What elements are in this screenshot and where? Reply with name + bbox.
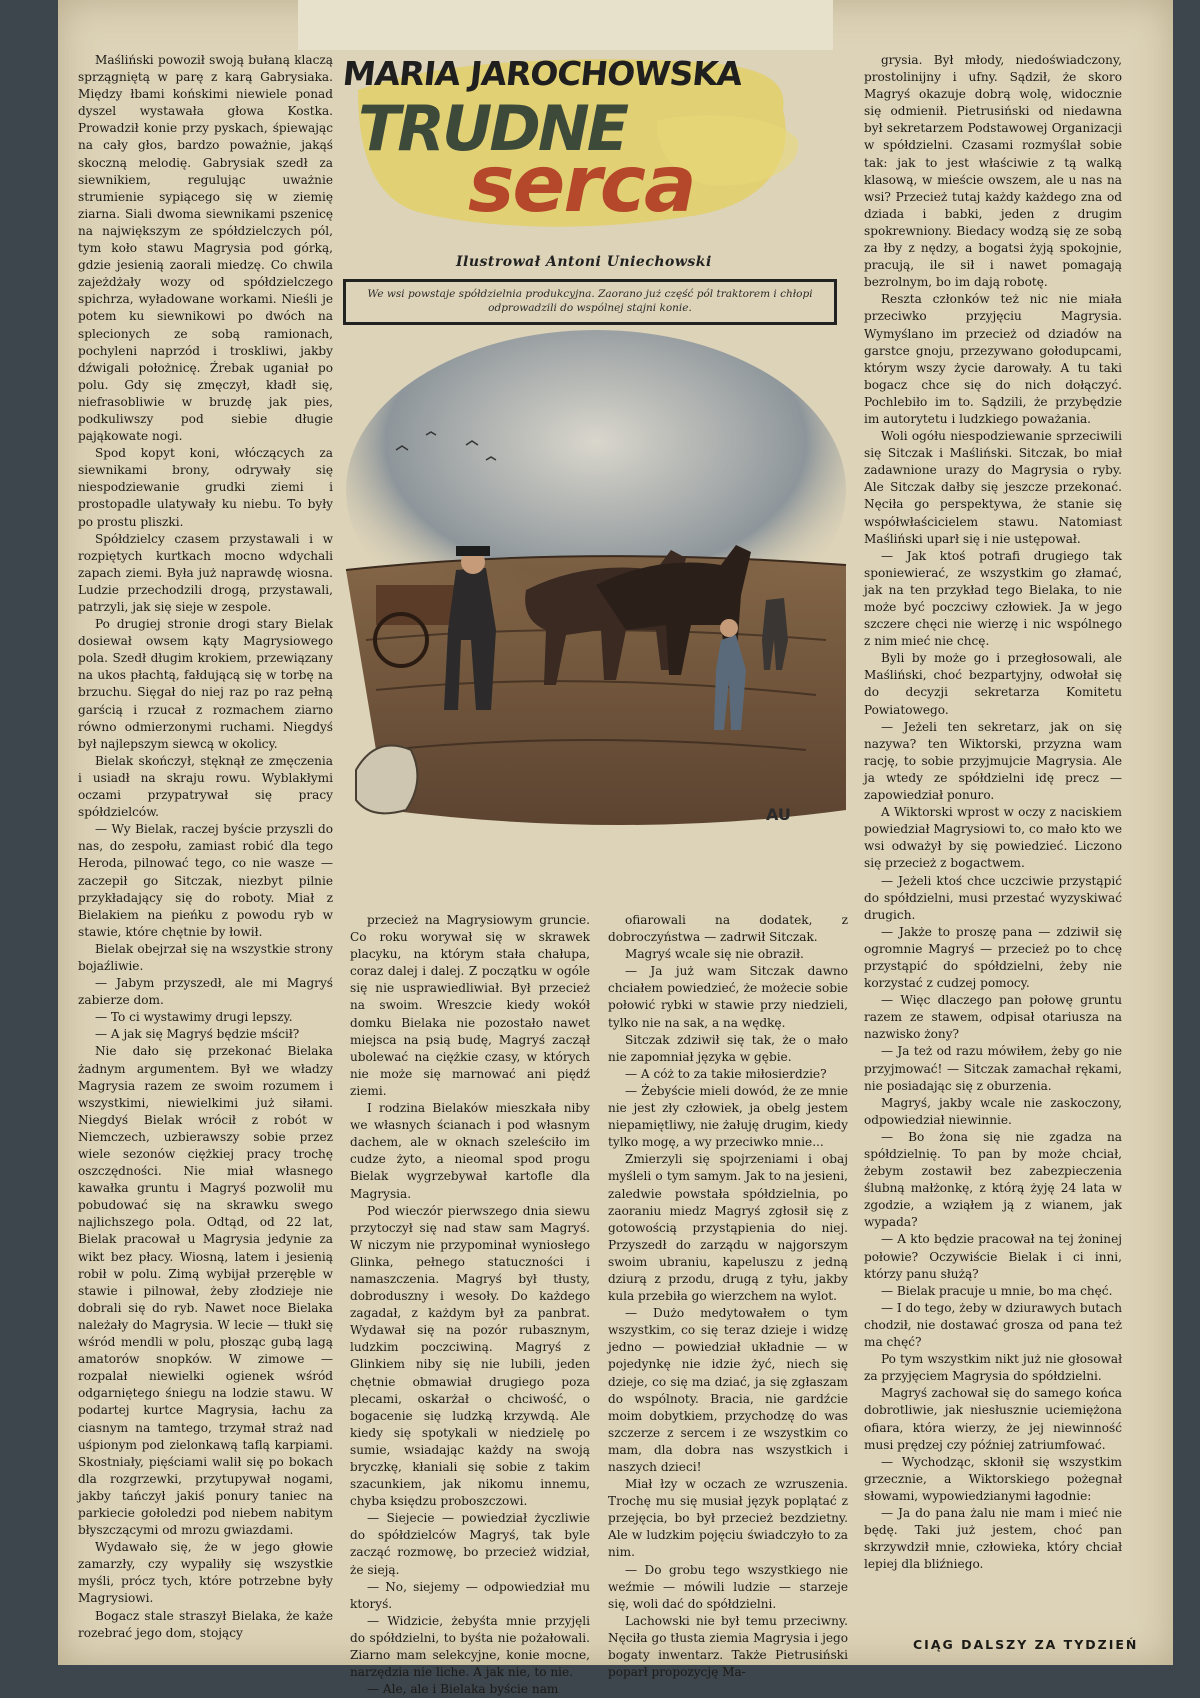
paragraph: — To ci wystawimy drugi lepszy. (94, 1010, 293, 1025)
paragraph: Bogacz stale straszył Bielaka, że każe rozebrać jego dom, stojący (78, 1608, 333, 1640)
illustrator-credit: Ilustrował Antoni Uniechowski (456, 254, 712, 270)
paragraph: Nie dało się przekonać Bielaka żadnym argumentem. Był we władzy Magrysia razem ze swoim rozumem i wszystkimi, niewielkimi już siłami. Niegdyś Bielak wrócił z robót w Niemczech, uzbierawszy sobie przez wiele sezonów ciężkiej pracy trochę oszczędności. Nie miał własnego kawałka gruntu i Magryś pozwolił mu pobudować się na skrawku swego najlichszego pola. Odtąd, od 22 lat, Bielak pracował u Magrysia jedynie za wikt bez płacy. Wiosną, latem i jesienią robił w polu. Zimą wybijał przeręble w stawie i pilnował, żeby złodzieje nie dobrali się do ryb. Nawet noce Bielaka należały do Magrysia. W lecie — tłukł się wśród mendli w polu, płosząc gubą lagą amatorów snopków. W zimowe — rozpalał niewielki ogienek wśród odgarniętego śniegu na lodzie stawu. W podartej kurtce Magrysia, łachu za ciasnym na tamtego, trzymał straż nad uśpionym pod zielonkawą taflą karpiami. Skostniały, pięściami walił się po bokach dla rozgrzewki, przytupywał nogami, jakby tańczył jakiś ponury taniec na parkiecie gołoledzi pod niebem nabitym błyszczącymi od mrozu gwiazdami. (78, 1044, 333, 1538)
newspaper-page (58, 0, 1173, 1697)
paragraph: — Ja do pana żalu nie mam i mieć nie będę. Taki już jestem, choć pan skrzywdził mnie, człowieka, który chciał lepiej dla bliźniego. (864, 1505, 1122, 1572)
paragraph: — Ja już wam Sitczak dawno chciałem powiedzieć, że możecie sobie połowić rybki w stawie przy niedzieli, tylko nie na sak, a na wędkę. (608, 964, 848, 1030)
paragraph: Po drugiej stronie drogi stary Bielak dosiewał owsem kąty Magrysiowego pola. Szedł długim krokiem, przewiązany na ukos płachtą, fałdującą się w torbę na brzuchu. Sięgał do niej raz po raz pełną garścią i rzucał z rozmachem ziarno równo odmierzonymi ruchami. Niegdyś był najlepszym siewcą w okolicy. (78, 617, 333, 751)
paragraph: Maśliński powoził swoją bułaną klaczą sprzągniętą w parę z karą Gabrysiaka. Między łbami końskimi niewiele ponad dyszel wystawała głowa Kostka. Prowadził konie przy pyskach, śpiewając na cały głos, bardzo poważnie, jakąś skoczną melodię. Gabrysiak szedł za siewnikiem, regulując uważnie strumienie sypiącego się w ziemię ziarna. Siali dwoma siewnikami pszenicę na największym ze spółdzielczych pól, tym koło stawu Magrysia pod górką, gdzie jesienią zaorali miedzę. Co chwila zajeżdżały wozy od spółdzielczego spichrza, wyładowane workami. Nieśli je potem ku siewnikowi po dwóch na splecionych ze sobą ramionach, pochyleni naprzód i troskliwi, jakby dźwigali położnicę. Źrebak uganiał po polu. Gdy się zmęczył, kładł się, niefrasobliwie w bruzdę jak pies, podkuliwszy pod siebie długie pająkowate nogi. (78, 53, 333, 444)
paragraph: — Ja też od razu mówiłem, żeby go nie przyjmować! — Sitczak zamachał rękami, nie posiadając się z oburzenia. (864, 1044, 1122, 1093)
paragraph: Wydawało się, że w jego głowie zamarzły, czy wypaliły się wszystkie myśli, prócz tych, które potrzebne były Magrysiowi. (78, 1540, 333, 1606)
paragraph: — Wy Bielak, raczej byście przyszli do nas, do zespołu, zamiast robić dla tego Heroda, pilnować tego, co nie wasze — zaczepił go Sitczak, niezbyt pilnie przykładający się do roboty. Miał z Bielakiem na pieńku z powodu ryb w stawie, które chętnie by łowił. (78, 822, 333, 939)
paragraph: I rodzina Bielaków mieszkała niby we własnych ścianach i pod własnym dachem, ale w oknach szeleściło im cudze żyto, a nieomal spod progu Bielak wygrzebywał kartofle dla Magrysia. (350, 1101, 590, 1201)
paragraph: Sitczak zdziwił się tak, że o mało nie zapomniał języka w gębie. (608, 1032, 848, 1064)
author-name: MARIA JAROCHOWSKA (340, 54, 744, 93)
paragraph: Po tym wszystkim nikt już nie głosował za przyjęciem Magrysia do spółdzielni. (864, 1352, 1122, 1384)
paragraph: — Dużo medytowałem o tym wszystkim, co się teraz dzieje i widzę jedno — powiedział układnie — w pojedynkę nie idzie żyć, niech się dzieje, co się ma dziać, ja się zgłaszam do wspólnoty. Bracia, nie gardźcie moim dobytkiem, przychodzę do was szczerze z sercem i ze wszystkim co mam, dla dobra nas wszystkich i naszych dzieci! (608, 1306, 848, 1474)
paragraph: A Wiktorski wprost w oczy z naciskiem powiedział Magrysiowi to, co mało kto we wsi odważył by się powiedzieć. Liczono się przecież z bogactwem. (864, 805, 1122, 871)
paragraph: — Więc dlaczego pan połowę gruntu razem ze stawem, odpisał otariusza na nazwisko żony? (864, 993, 1122, 1042)
paragraph: — Jabym przyszedł, ale mi Magryś zabierze dom. (78, 976, 333, 1008)
paragraph: — Do grobu tego wszystkiego nie weźmie — mówili ludzie — starzeje się, woli dać do spółdzielni. (608, 1562, 848, 1611)
paragraph: — A jak się Magryś będzie mścił? (94, 1027, 300, 1042)
paragraph: Spółdzielcy czasem przystawali i w rozpiętych kurtkach mocno wdychali zapach ziemi. Była już naprawdę wiosna. Ludzie przechodzili drogą, przystawali, patrzyli, jak się sieje w zespole. (78, 531, 333, 614)
lead-box: We wsi powstaje spółdzielnia produkcyjna. Zaorano już część pól traktorem i chłopi odprowadzili do wspólnej stajni konie. (343, 279, 837, 325)
paragraph: Woli ogółu niespodziewanie sprzeciwili się Sitczak i Maśliński. Sitczak, bo miał zadawnione urazy do Magrysia o ryby. Ale Sitczak dałby się jeszcze przekonać. Nęciła go perspektywa, że stanie się współwłaścicielem stawu. Natomiast Maśliński uparł się i nie ustępował. (864, 429, 1122, 546)
continued-next-week: CIĄG DALSZY ZA TYDZIEŃ (913, 1637, 1139, 1652)
paragraph: ofiarowali na dodatek, z dobroczyństwa — zadrwił Sitczak. (608, 913, 848, 945)
paragraph: Zmierzyli się spojrzeniami i obaj myśleli o tym samym. Jak to na jesieni, zaledwie powstała spółdzielnia, po zaoraniu miedz Magryś zgłosił się z gotowością przystąpienia do niej. Przyszedł do zarządu w najgorszym swoim ubraniu, kapeluszu z jedną dziurą z przodu, drugą z tyłu, jakby kula przebiła go wierzchem na wylot. (608, 1152, 848, 1304)
paragraph: — Jeżeli ktoś chce uczciwie przystąpić do spółdzielni, musi przestać wyzyskiwać drugich. (864, 873, 1122, 922)
paragraph: Spod kopyt koni, włóczących za siewnikami brony, odrywały się niespodziewanie grudki ziemi i prostopadle ulatywały ku niebu. To były po prostu pliszki. (78, 446, 333, 529)
paragraph: — Żebyście mieli dowód, że ze mnie nie jest zły człowiek, ja obelg jestem niepamiętliwy, nie żałuję drugim, kiedy tylko mogę, a wy przeciwko mnie... (608, 1083, 848, 1150)
paragraph: — Bielak pracuje u mnie, bo ma chęć. (880, 1283, 1113, 1298)
story-title-line1: TRUDNE (358, 92, 627, 165)
story-title-line2: serca (468, 140, 695, 230)
paragraph: — Jakże to proszę pana — zdziwił się ogromnie Magryś — przecież po to chcę przystąpić do spółdzielni, żeby nie korzystać z cudzej pomocy. (864, 924, 1122, 991)
paragraph: — Siejecie — powiedział życzliwie do spółdzielców Magryś, tak byle zacząć rozmowę, bo przecież widział, że sieją. (350, 1511, 590, 1577)
paragraph: Magryś wcale się nie obraził. (624, 947, 804, 962)
paragraph: Reszta członków też nic nie miała przeciwko przyjęciu Magrysia. Wymyślano im przecież od dziadów na garstce gnoju, przezywano gołodupcami, którym wszy życie darowały. A tu taki bogacz chce się do nich dołączyć. Pochlebiło im to. Sądzili, że przybędzie im autorytetu i ludzkiego poważania. (864, 292, 1122, 426)
paragraph: — A kto będzie pracował na tej żoninej połowie? Oczywiście Bielak i ci inni, którzy panu służą? (864, 1232, 1122, 1281)
article-column-2 (350, 912, 590, 1697)
paragraph: — I do tego, żeby w dziurawych butach chodził, nie dostawać grosza od pana też ma chęć? (864, 1300, 1122, 1350)
paragraph: Magryś, jakby wcale nie zaskoczony, odpowiedział niewinnie. (864, 1095, 1122, 1127)
paragraph: Byli by może go i przegłosowali, ale Maśliński, choć bezpartyjny, odwołał się do decyzji sekretarza Komitetu Powiatowego. (864, 651, 1122, 717)
paragraph: Bielak obejrzał się na wszystkie strony bojaźliwie. (78, 941, 333, 973)
paragraph: Bielak skończył, stęknął ze zmęczenia i usiadł na skraju rowu. Wyblakłymi oczami przypatrywał się pracy spółdzielców. (78, 753, 333, 820)
paragraph: — Jak ktoś potrafi drugiego tak sponiewierać, ze wszystkim go złamać, jak na ten przykład tego Bielaka, to nie może być poczciwy człowiek. Ja w jego szczere chęci nie wierzę i nic wspólnego z nim mieć nie chcę. (864, 548, 1122, 649)
ploughing-illustration (326, 340, 846, 900)
paragraph: — A cóż to za takie miłosierdzie? (624, 1066, 827, 1081)
article-column-1 (78, 52, 333, 1652)
paragraph: przecież na Magrysiowym gruncie. Co roku worywał się w skrawek placyku, na którym stała chałupa, coraz dalej i dalej. Z początku w ogóle się nie usprawiedliwiał. Był przecież na swoim. Wreszcie kiedy wokół domku Bielaka nie pozostało nawet miejsca na psią budę, Magryś zaczął ubolewać na ciężkie czasy, w których nie może się marnować ani piędź ziemi. (350, 913, 590, 1098)
paragraph: Magryś zachował się do samego końca dobrotliwie, jak niesłusznie uciemiężona ofiara, która wierzy, że jej niewinność musi prędzej czy później zatriumfować. (864, 1386, 1122, 1452)
paragraph: — Wychodząc, skłonił się wszystkim grzecznie, a Wiktorskiego pożegnał słowami, wypowiedzianymi łagodnie: (864, 1454, 1122, 1503)
paragraph: grysia. Był młody, niedoświadczony, prostolinijny i ufny. Sądził, że skoro Magryś okazuje dobrą wolę, widocznie się odmienił. Pietrusiński od niedawna był sekretarzem Podstawowej Organizacji w spółdzielni. Czasami rozmyślał sobie tak: jak to jest właściwie z tą walką klasową, w mieście owszem, ale u nas na wsi? Przecież tutaj każdy każdego zna od dziada i babki, jeden z drugim spokrewniony. Biedacy wodzą się ze sobą za łby z nędzy, a bogatsi żyją spokojnie, pracują, ile sił i nawet pomagają bezrolnym, bo im dają robotę. (864, 53, 1122, 290)
paragraph: Miał łzy w oczach ze wzruszenia. Trochę mu się musiał język poplątać z przejęcia, bo był przecież bezdzietny. Ale w ludzkim pojęciu świadczyło to za nim. (608, 1477, 848, 1560)
paragraph: — Jeżeli ten sekretarz, jak on się nazywa? ten Wiktorski, przyzna wam rację, to sobie przyjmujcie Magrysia. Ale ja wtedy ze spółdzielni idę precz — zapowiedział ponuro. (864, 719, 1122, 803)
illustrator-signature: AU (766, 805, 791, 824)
article-column-4 (864, 52, 1122, 1637)
paragraph: — No, siejemy — odpowiedział mu ktoryś. (350, 1579, 590, 1611)
article-column-3 (608, 912, 848, 1680)
paragraph: Lachowski nie był temu przeciwny. Nęciła go tłusta ziemia Magrysia i jego bogaty inwentarz. Także Pietrusiński poparł propozycję Ma- (608, 1613, 848, 1680)
paragraph: — Bo żona się nie zgadza na spółdzielnię. To pan by może chciał, żebym zostawił bez zabezpieczenia ślubną małżonkę, z którą żyję 24 lata w zgodzie, a wziąłem ją z wianem, jak wypada? (864, 1129, 1122, 1230)
paragraph: — Widzicie, żebyśta mnie przyjęli do spółdzielni, to byśta nie pożałowali. Ziarno mam selekcyjne, konie mocne, narzędzia nie liche. A jak nie, to nie. (350, 1613, 590, 1680)
paragraph: — Ale, ale i Bielaka byście nam (366, 1682, 559, 1697)
paragraph: Pod wieczór pierwszego dnia siewu przytoczył się nad staw sam Magryś. W niczym nie przypominał wyniosłego Glinka, pełnego statuczności i namaszczenia. Magryś był tłusty, dobroduszny i wesoły. Do każdego zagadał, z każdym był za panbrat. Wydawał się na pozór rubasznym, ludzkim poczciwiną. Magryś z Glinkiem niby się nie lubili, jeden chętnie obmawiał drugiego poza plecami, oskarżał o chciwość, o bogacenie się ludzką krzywdą. Ale kiedy się spotykali w niedzielę po sumie, wsiadając każdy na swoją bryczkę, kłaniali się sobie z takim szacunkiem, jak nikomu innemu, chyba księdzu proboszczowi. (350, 1203, 590, 1509)
